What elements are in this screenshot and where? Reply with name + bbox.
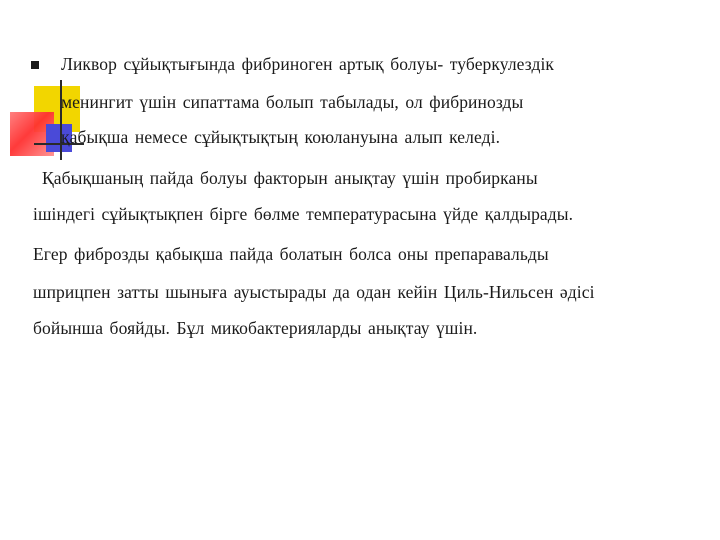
body-text-line: Қабықшаның пайда болуы факторын анықтау үшін пробирканы — [42, 168, 538, 188]
bullet-square-icon — [31, 61, 39, 69]
body-text-line: шприцпен затты шыныға ауыстырады да одан кейін Циль-Нильсен әдісі — [33, 282, 595, 302]
bullet-text-line: қабықша немесе сұйықтықтың коюлануына алып келеді. — [61, 127, 501, 147]
body-text-line: бойынша бояйды. Бұл микобактерияларды анықтау үшін. — [33, 318, 478, 338]
bullet-text-line: Ликвор сұйықтығында фибриноген артық болуы- туберкулездік — [61, 54, 555, 74]
body-text-line: ішіндегі сұйықтықпен бірге бөлме температурасына үйде қалдырады. — [33, 204, 574, 224]
bullet-text-line: менингит үшін сипаттама болып табылады, ол фибринозды — [61, 92, 524, 112]
body-text-line: Егер фиброзды қабықша пайда болатын болса оны препаравальды — [33, 244, 549, 264]
